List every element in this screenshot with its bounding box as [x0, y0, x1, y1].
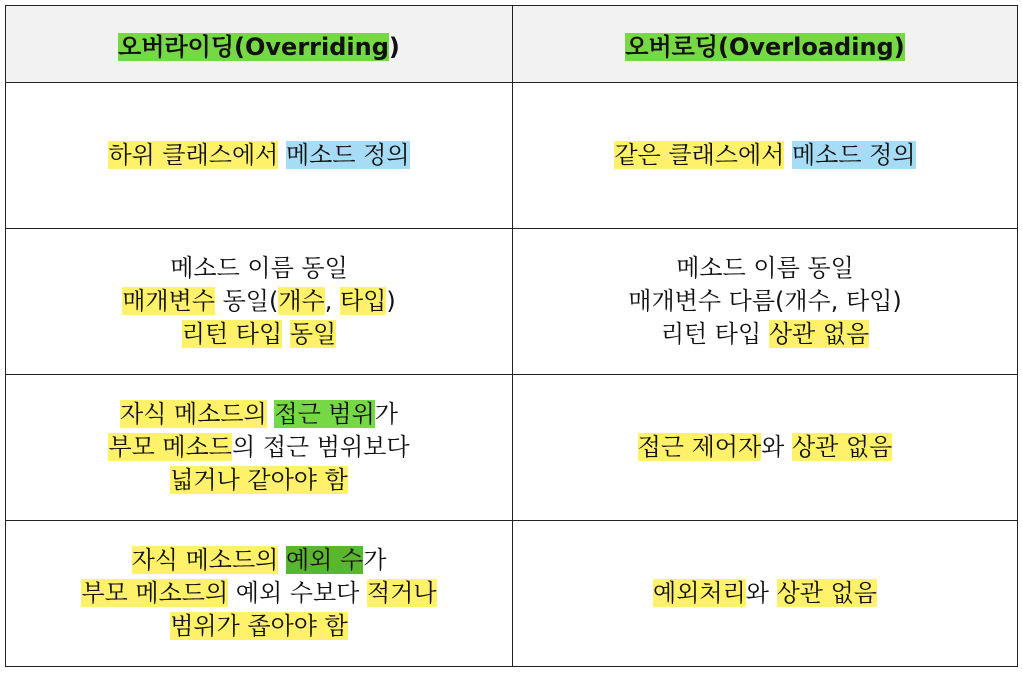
cell-line — [513, 577, 1017, 610]
overriding-cell — [6, 375, 513, 521]
overriding-cell — [6, 83, 513, 229]
cell-line — [6, 610, 512, 643]
table-row-method-signature — [6, 229, 1018, 375]
overloading-cell — [513, 229, 1018, 375]
header-overriding-highlight: 오버라이딩(Overriding — [118, 32, 389, 61]
table-row-access-range — [6, 375, 1018, 521]
highlighted-text: 개수 — [278, 287, 325, 315]
highlighted-text: 자식 메소드의 — [131, 546, 279, 574]
highlighted-text: 부모 메소드 — [108, 433, 232, 461]
cell-text: 메소드 이름 동일 — [170, 254, 348, 282]
highlighted-text: 동일 — [289, 320, 337, 348]
highlighted-text: 하위 클래스에서 — [108, 141, 279, 169]
comparison-table — [5, 5, 1018, 667]
cell-line — [513, 431, 1017, 464]
cell-line — [6, 139, 512, 172]
highlighted-text: 자식 메소드의 — [120, 400, 267, 428]
highlighted-text: 타입 — [340, 287, 387, 315]
highlighted-text: 예외처리 — [653, 579, 746, 607]
cell-line — [6, 544, 512, 577]
highlighted-text: 넓거나 같아야 함 — [170, 466, 348, 494]
cell-text — [282, 320, 290, 348]
highlighted-text: 리턴 타입 — [181, 320, 283, 348]
highlighted-text: 부모 메소드의 — [81, 579, 229, 607]
cell-line — [6, 398, 512, 431]
cell-text: 가 — [363, 546, 387, 574]
cell-text: 매개변수 다름(개수, 타입) — [628, 287, 902, 315]
highlighted-text: 예외 수 — [286, 546, 364, 574]
highlighted-text: 접근 제어자 — [637, 433, 762, 461]
highlighted-text: 적거나 — [366, 579, 437, 607]
cell-line — [513, 252, 1017, 285]
header-overloading — [513, 6, 1018, 83]
highlighted-text: 범위가 좁아야 함 — [170, 612, 348, 640]
cell-line — [6, 318, 512, 351]
cell-text: 와 — [745, 579, 777, 607]
header-row — [6, 6, 1018, 83]
highlighted-text: 접근 범위 — [274, 400, 375, 428]
cell-line — [6, 464, 512, 497]
cell-text: 메소드 이름 동일 — [676, 254, 854, 282]
cell-line — [513, 139, 1017, 172]
cell-text: 와 — [761, 433, 792, 461]
header-overloading-highlight: 오버로딩(Overloading) — [625, 32, 905, 61]
cell-text: 가 — [374, 400, 398, 428]
cell-line — [6, 431, 512, 464]
cell-line — [6, 577, 512, 610]
header-overriding-rest: ) — [388, 32, 400, 61]
cell-text: ) — [386, 287, 396, 315]
highlighted-text: 메소드 정의 — [792, 141, 916, 169]
cell-text: 동일( — [214, 287, 279, 315]
highlighted-text: 상관 없음 — [776, 579, 877, 607]
cell-text — [278, 546, 286, 574]
highlighted-text: 상관 없음 — [792, 433, 893, 461]
cell-line — [6, 285, 512, 318]
overriding-cell — [6, 521, 513, 667]
overriding-cell — [6, 229, 513, 375]
table-body — [6, 83, 1018, 667]
cell-line — [513, 285, 1017, 318]
overloading-cell — [513, 375, 1018, 521]
header-overriding — [6, 6, 513, 83]
overloading-cell — [513, 83, 1018, 229]
highlighted-text: 매개변수 — [122, 287, 215, 315]
highlighted-text: 상관 없음 — [768, 320, 870, 348]
cell-text: , — [324, 287, 340, 315]
cell-text: 의 접근 범위보다 — [232, 433, 410, 461]
overloading-cell — [513, 521, 1018, 667]
table-row-exception-count — [6, 521, 1018, 667]
highlighted-text: 같은 클래스에서 — [614, 141, 785, 169]
cell-text: 예외 수보다 — [228, 579, 367, 607]
table-row-method-definition — [6, 83, 1018, 229]
cell-text — [278, 141, 286, 169]
cell-text: 리턴 타입 — [660, 320, 769, 348]
highlighted-text: 메소드 정의 — [286, 141, 410, 169]
cell-line — [513, 318, 1017, 351]
cell-line — [6, 252, 512, 285]
cell-text — [784, 141, 792, 169]
